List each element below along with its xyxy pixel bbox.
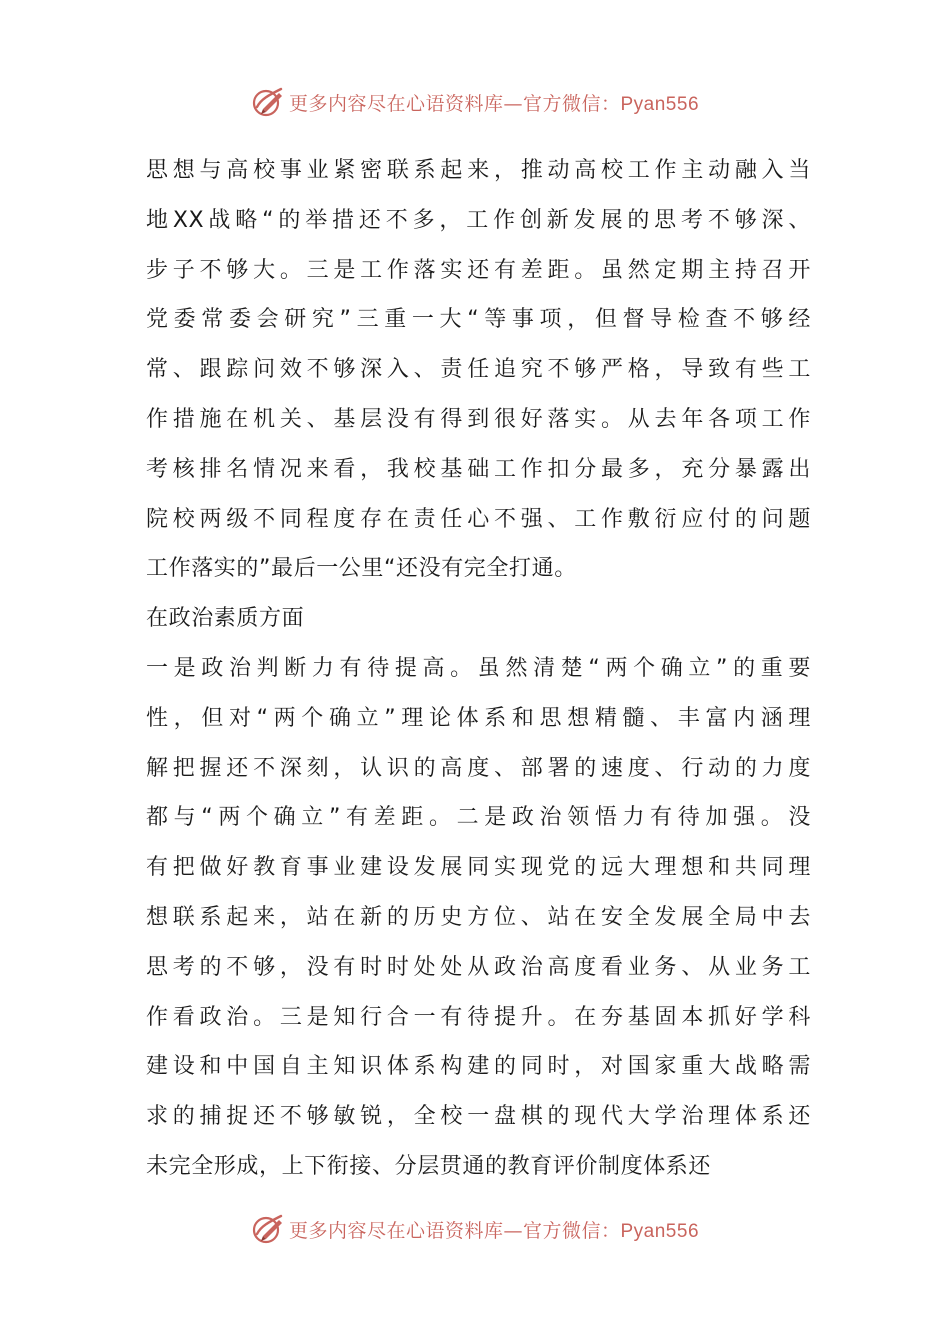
paragraph-line: 有把做好教育事业建设发展同实现党的远大理想和共同理 [146,855,811,881]
paragraph-line: 党委常委会研究”三重一大“等事项，但督导检查不够经 [146,307,811,333]
pen-in-circle-icon [251,85,285,119]
paragraph-line: 常、跟踪问效不够深入、责任追究不够严格，导致有些工 [146,357,811,383]
paragraph-line: 未完全形成，上下衔接、分层贯通的教育评价制度体系还 [146,1153,712,1179]
header-wechat-id: Pyan556 [620,93,700,115]
paragraph-line: 都与“两个确立”有差距。二是政治领悟力有待加强。没 [146,805,811,831]
section-heading: 在政治素质方面 [146,606,305,632]
paragraph-line: 院校两级不同程度存在责任心不强、工作敷衍应付的问题 [146,506,811,532]
paragraph-line: 工作落实的”最后一公里“还没有完全打通。 [146,556,577,582]
paragraph-line: 性，但对“两个确立”理论体系和思想精髓、丰富内涵理 [146,705,811,731]
footer-wechat-id: Pyan556 [620,1220,700,1242]
paragraph-line: 建设和中国自主知识体系构建的同时，对国家重大战略需 [146,1054,811,1080]
paragraph-line: 地XX战略“的举措还不多，工作创新发展的思考不够深、 [146,207,811,233]
document-body [146,146,811,1192]
paragraph-line: 考核排名情况来看，我校基础工作扣分最多，充分暴露出 [146,456,811,482]
paragraph-line: 想联系起来，站在新的历史方位、站在安全发展全局中去 [146,904,811,930]
footer-banner-text: 更多内容尽在心语资料库—官方微信：Pyan556 [288,1219,700,1242]
paragraph-line: 一是政治判断力有待提高。虽然清楚“两个确立”的重要 [146,655,811,681]
footer-banner [0,1209,950,1249]
paragraph-line: 作措施在机关、基层没有得到很好落实。从去年各项工作 [146,406,811,432]
header-banner-text: 更多内容尽在心语资料库—官方微信：Pyan556 [288,92,700,115]
pen-in-circle-icon [251,1212,285,1246]
paragraph-line: 解把握还不深刻，认识的高度、部署的速度、行动的力度 [146,755,811,781]
paragraph-line: 步子不够大。三是工作落实还有差距。虽然定期主持召开 [146,257,811,283]
paragraph-line: 思想与高校事业紧密联系起来，推动高校工作主动融入当 [146,158,811,183]
paragraph-line: 作看政治。三是知行合一有待提升。在夯基固本抓好学科 [146,1004,811,1030]
paragraph-line: 求的捕捉还不够敏锐，全校一盘棋的现代大学治理体系还 [146,1104,811,1130]
header-banner [0,82,950,122]
paragraph-line: 思考的不够，没有时时处处从政治高度看业务、从业务工 [146,954,811,980]
